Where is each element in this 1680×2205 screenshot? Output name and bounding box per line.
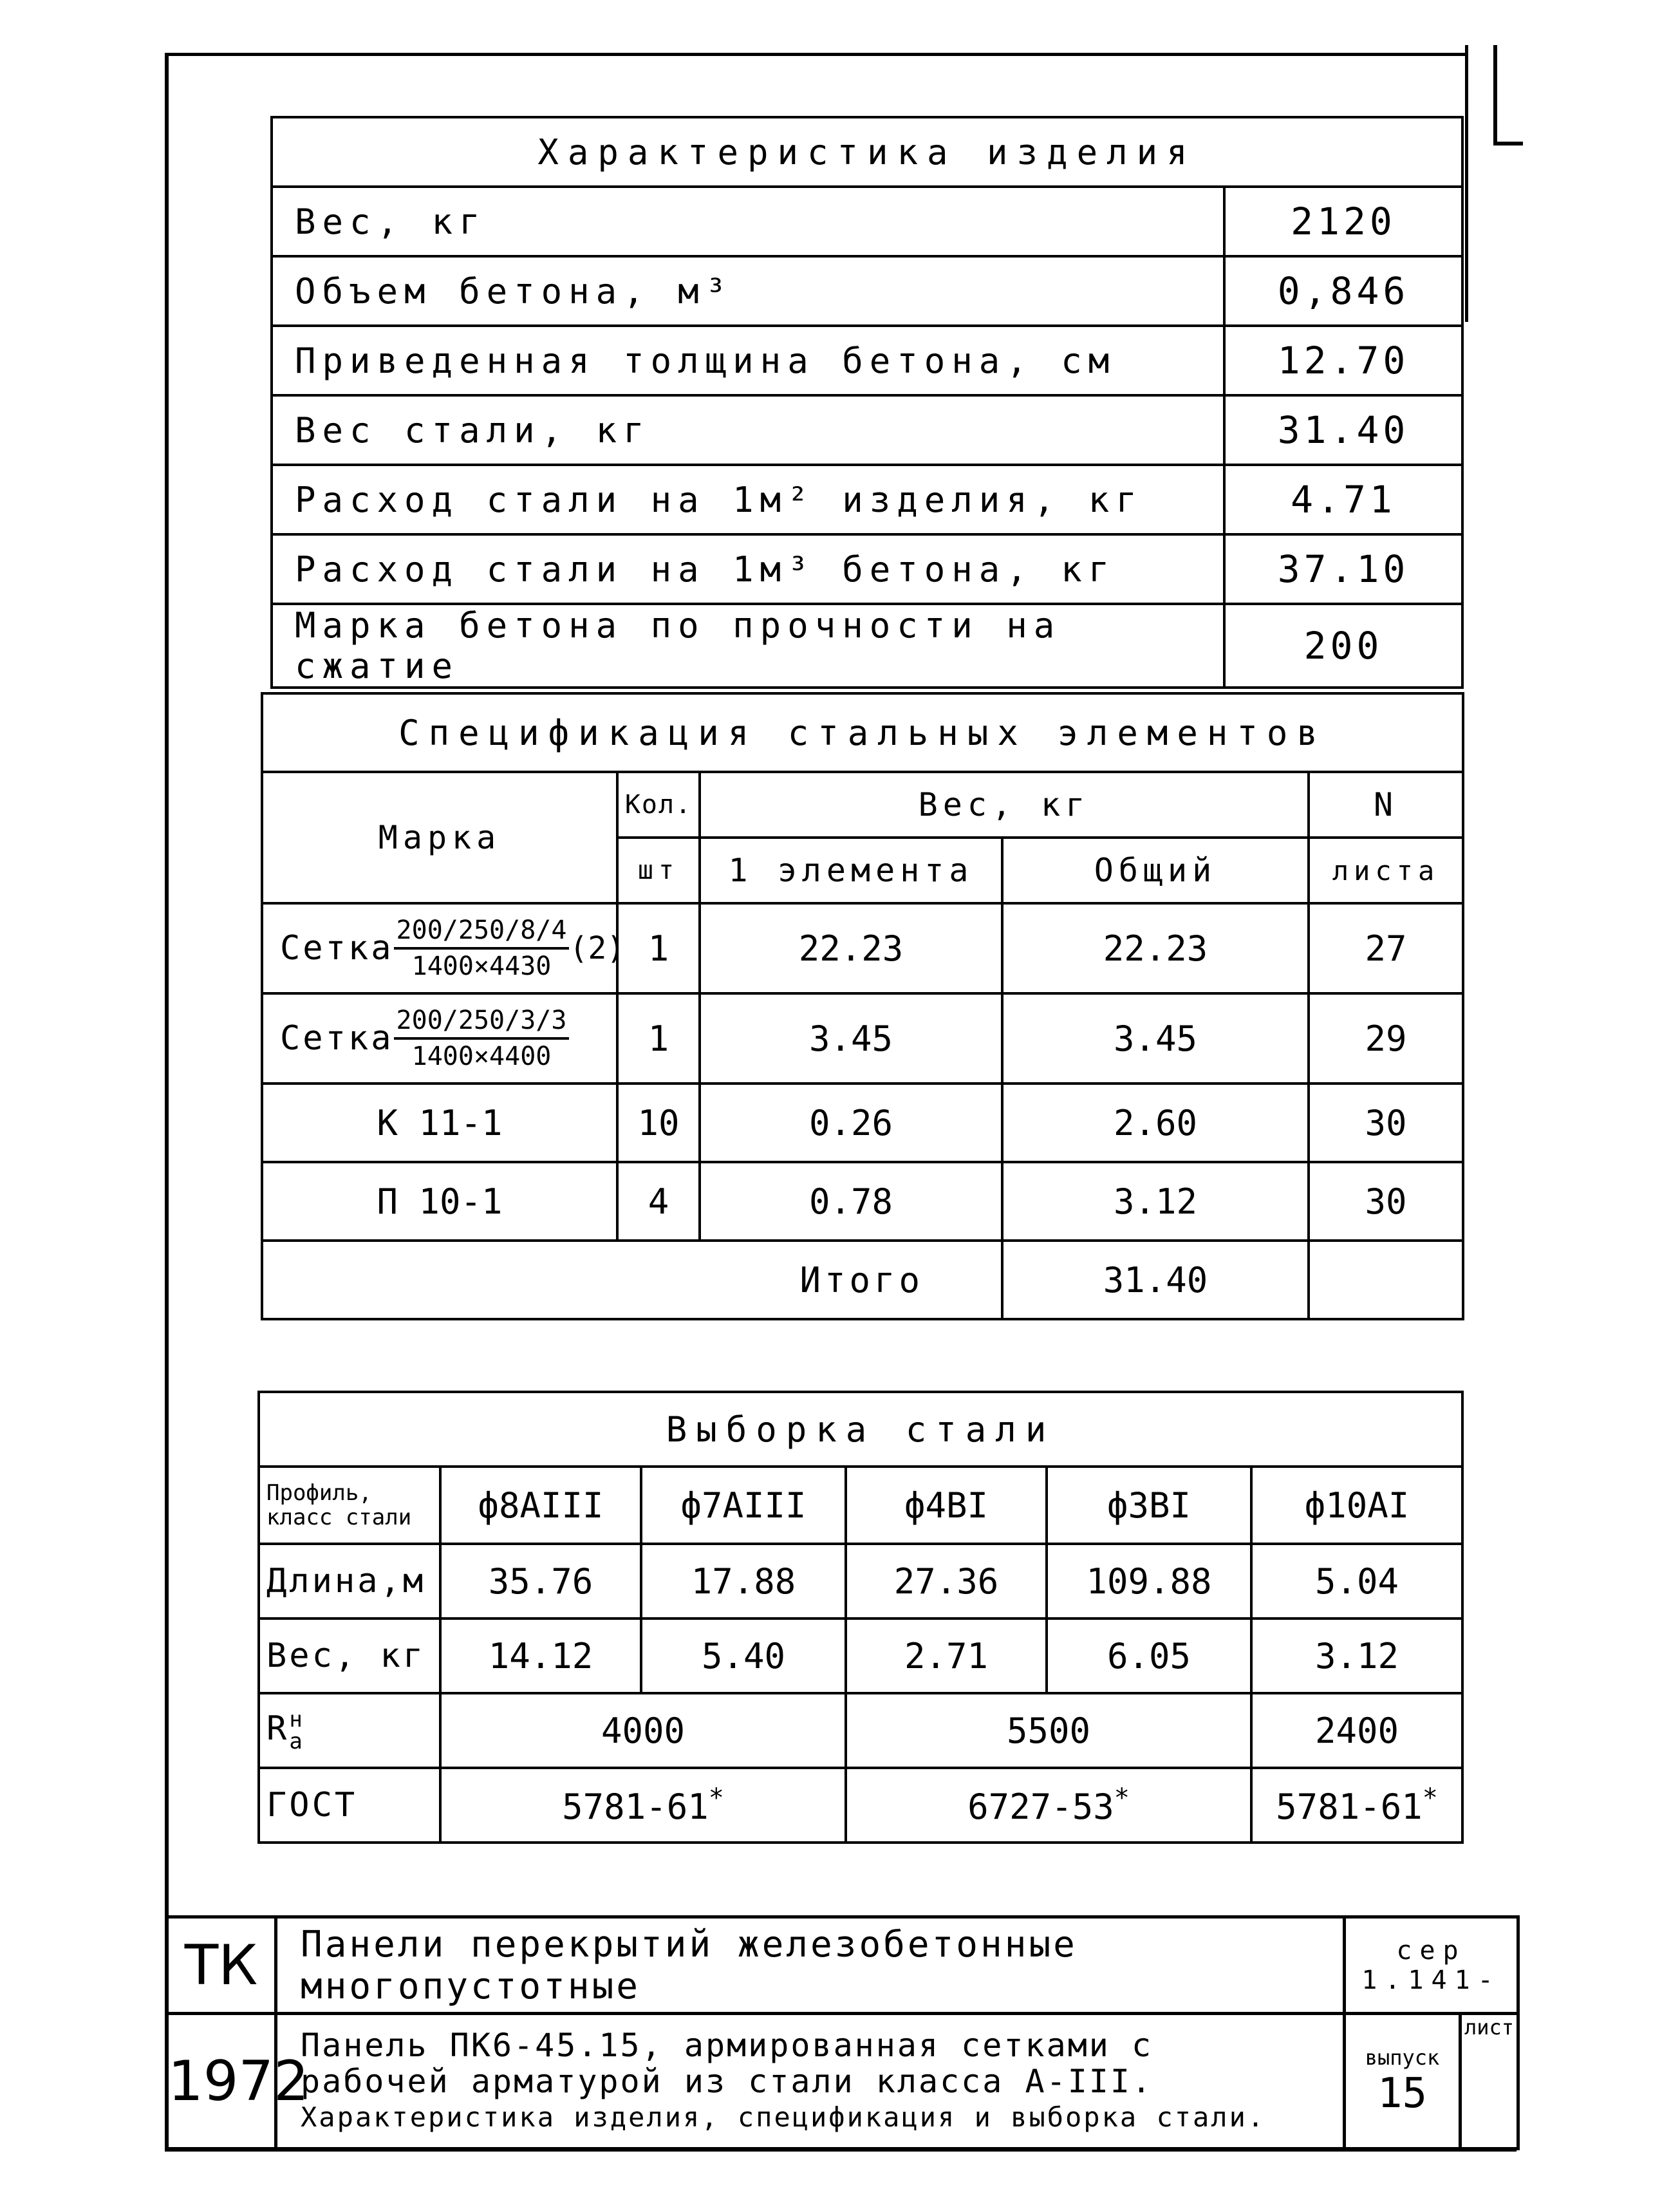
header-weight-element: 1 элемента [700, 838, 1002, 903]
table-row [259, 1693, 1462, 1768]
header-qty: Кол. [617, 772, 700, 838]
series-value: 1.141- [1361, 1965, 1501, 1995]
gost-cell [846, 1768, 1251, 1843]
ra-value: 2400 [1251, 1693, 1462, 1768]
element-qty: 10 [617, 1084, 700, 1162]
profile-value: ф10АI [1251, 1467, 1462, 1544]
series-label: сер [1396, 1935, 1466, 1966]
element-qty: 4 [617, 1162, 700, 1241]
gost-star: * [1114, 1783, 1130, 1813]
header-sheet: листа [1309, 838, 1463, 903]
frame-right-line [1465, 45, 1468, 322]
title-block-line1: Панели перекрытий железобетонные многопустотные [276, 1917, 1345, 2014]
description-line-a: Панель ПК6-45.15, армированная сетками с [301, 2026, 1153, 2064]
header-qty-unit: шт [617, 838, 700, 903]
length-value: 17.88 [641, 1544, 846, 1619]
element-weight-total: 3.12 [1002, 1162, 1309, 1241]
issue-value: 15 [1377, 2069, 1428, 2117]
gost-star: * [1422, 1783, 1438, 1813]
ra-value: 5500 [846, 1693, 1251, 1768]
title-block-year: 1972 [167, 2014, 276, 2149]
weight-value: 2.71 [846, 1619, 1047, 1693]
specification-table [261, 692, 1464, 1320]
mark-suffix: (2) [569, 930, 626, 966]
header-mark: Марка [262, 772, 617, 903]
table-row [272, 534, 1462, 604]
weight-value: 6.05 [1047, 1619, 1251, 1693]
table-row [262, 1084, 1463, 1162]
profile-value: ф3ВI [1047, 1467, 1251, 1544]
ra-value: 4000 [440, 1693, 846, 1768]
length-value: 109.88 [1047, 1544, 1251, 1619]
ra-indices [289, 1709, 304, 1752]
characteristic-label: Расход стали на 1м² изделия, кг [272, 465, 1224, 534]
element-weight-total: 3.45 [1002, 993, 1309, 1084]
mark-denominator: 1400×4430 [411, 952, 552, 981]
characteristic-label: Приведенная толщина бетона, см [272, 326, 1224, 395]
characteristics-table [270, 116, 1464, 689]
characteristic-value: 37.10 [1224, 534, 1462, 604]
weight-value: 3.12 [1251, 1619, 1462, 1693]
mark-name: Сетка [280, 929, 394, 968]
title-block-code: ТК [167, 1917, 276, 2014]
table-row [272, 604, 1462, 688]
table-row [262, 993, 1463, 1084]
characteristic-label: Вес, кг [272, 187, 1224, 256]
element-qty: 1 [617, 993, 700, 1084]
characteristic-label: Марка бетона по прочности на сжатие [272, 604, 1224, 688]
weight-value: 5.40 [641, 1619, 846, 1693]
element-sheet: 29 [1309, 993, 1463, 1084]
element-qty: 1 [617, 903, 700, 993]
length-value: 5.04 [1251, 1544, 1462, 1619]
element-mark [262, 903, 626, 993]
element-sheet: 27 [1309, 903, 1463, 993]
characteristic-label: Расход стали на 1м³ бетона, кг [272, 534, 1224, 604]
element-sheet: 30 [1309, 1084, 1463, 1162]
description-line-b: рабочей арматурой из стали класса А-III. [301, 2062, 1153, 2100]
ra-subscript: а [289, 1729, 305, 1754]
total-label: Итого [262, 1241, 1002, 1319]
mark-numerator: 200/250/8/4 [394, 914, 570, 950]
element-weight-each: 0.26 [700, 1084, 1002, 1162]
description-line-c: Характеристика изделия, спецификация и выборка стали. [301, 2101, 1266, 2133]
gost-value: 5781-61 [1276, 1787, 1423, 1827]
characteristic-label: Объем бетона, м³ [272, 256, 1224, 326]
table-row [262, 903, 1463, 993]
ra-label [259, 1693, 440, 1768]
table-row [272, 256, 1462, 326]
header-sheet-no: N [1309, 772, 1463, 838]
mark-denominator: 1400×4400 [411, 1042, 552, 1071]
characteristic-value: 12.70 [1224, 326, 1462, 395]
total-value: 31.40 [1002, 1241, 1309, 1319]
element-weight-each: 0.78 [700, 1162, 1002, 1241]
profile-value: ф7АIII [641, 1467, 846, 1544]
weight-label: Вес, кг [259, 1619, 440, 1693]
gost-cell [440, 1768, 846, 1843]
table-row [259, 1619, 1462, 1693]
table-row [272, 326, 1462, 395]
ra-symbol: R [266, 1709, 290, 1748]
mark-fraction [394, 914, 570, 983]
header-weight-total: Общий [1002, 838, 1309, 903]
element-sheet: 30 [1309, 1162, 1463, 1241]
sheet-cell [1461, 2014, 1518, 2149]
corner-mark [1493, 45, 1523, 145]
element-weight-total: 2.60 [1002, 1084, 1309, 1162]
element-weight-each: 3.45 [700, 993, 1002, 1084]
characteristic-value: 4.71 [1224, 465, 1462, 534]
sheet-label: лист [1464, 2015, 1515, 2040]
title-block [165, 1915, 1520, 2150]
series-cell [1345, 1917, 1518, 2014]
steel-selection-table [257, 1391, 1464, 1844]
table-row [262, 1162, 1463, 1241]
length-value: 27.36 [846, 1544, 1047, 1619]
total-row [262, 1241, 1463, 1319]
issue-label: выпуск [1365, 2045, 1440, 2070]
table-row [259, 1544, 1462, 1619]
table-row [272, 465, 1462, 534]
element-weight-total: 22.23 [1002, 903, 1309, 993]
ra-superscript: н [289, 1707, 305, 1732]
frame-left-line [165, 53, 169, 2150]
table-row [259, 1467, 1462, 1544]
mark-name: Сетка [280, 1019, 394, 1058]
element-mark: П 10-1 [262, 1162, 617, 1241]
profile-value: ф4ВI [846, 1467, 1047, 1544]
gost-star: * [708, 1783, 724, 1813]
weight-value: 14.12 [440, 1619, 641, 1693]
header-weight: Вес, кг [700, 772, 1309, 838]
profile-label: Профиль, класс стали [259, 1467, 440, 1544]
selection-title: Выборка стали [259, 1392, 1462, 1467]
characteristic-value: 2120 [1224, 187, 1462, 256]
element-mark [262, 993, 617, 1084]
specification-title: Спецификация стальных элементов [262, 693, 1463, 772]
title-block-description [276, 2014, 1345, 2149]
table-row [259, 1768, 1462, 1843]
gost-cell [1251, 1768, 1462, 1843]
gost-value: 5781-61 [562, 1787, 709, 1827]
mark-numerator: 200/250/3/3 [394, 1004, 570, 1040]
gost-value: 6727-53 [967, 1787, 1114, 1827]
table-row [272, 187, 1462, 256]
profile-value: ф8АIII [440, 1467, 641, 1544]
gost-label: ГОСТ [259, 1768, 440, 1843]
characteristics-title: Характеристика изделия [272, 117, 1462, 187]
total-empty [1309, 1241, 1463, 1319]
element-weight-each: 22.23 [700, 903, 1002, 993]
characteristic-value: 0,846 [1224, 256, 1462, 326]
length-value: 35.76 [440, 1544, 641, 1619]
characteristic-value: 31.40 [1224, 395, 1462, 465]
table-row [272, 395, 1462, 465]
frame-top-line [166, 53, 1468, 56]
mark-fraction [394, 1004, 570, 1073]
characteristic-value: 200 [1224, 604, 1462, 688]
length-label: Длина,м [259, 1544, 440, 1619]
issue-cell [1345, 2014, 1461, 2149]
element-mark: К 11-1 [262, 1084, 617, 1162]
characteristic-label: Вес стали, кг [272, 395, 1224, 465]
